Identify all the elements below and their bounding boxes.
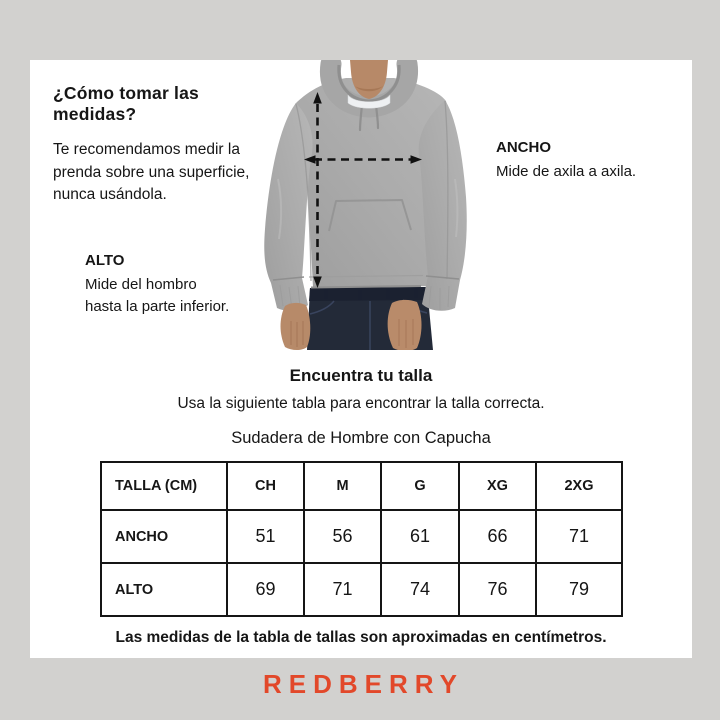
table-row-alto [101,563,622,616]
size-table-title: Sudadera de Hombre con Capucha [231,429,491,447]
alto-label: ALTO [85,252,125,269]
instructions-line: prenda sobre una superficie, [53,163,250,181]
hoodie-model-photo [248,60,498,350]
col-header-m: M [304,462,381,510]
col-header-ch: CH [227,462,304,510]
ancho-label: ANCHO [496,139,551,156]
find-size-section [30,366,692,413]
size-cell: 51 [227,510,304,563]
col-header-g: G [381,462,459,510]
size-cell: 56 [304,510,381,563]
alto-description [85,274,275,318]
col-header-xg: XG [459,462,536,510]
row-label-alto: ALTO [101,563,227,616]
instructions-body [53,139,283,207]
size-cell: 69 [227,563,304,616]
ancho-callout [496,139,686,183]
size-cell: 79 [536,563,622,616]
alto-description-line: Mide del hombro [85,276,197,293]
size-cell: 76 [459,563,536,616]
measurements-note: Las medidas de la tabla de tallas son aproximadas en centímetros. [115,629,607,646]
size-cell: 66 [459,510,536,563]
size-table [100,461,623,617]
col-header-2xg: 2XG [536,462,622,510]
ancho-description: Mide de axila a axila. [496,163,637,180]
instructions-line: Te recomendamos medir la [53,141,240,158]
instructions-title: ¿Cómo tomar las medidas? [53,83,199,124]
find-size-heading: Encuentra tu talla [289,366,433,385]
size-cell: 74 [381,563,459,616]
size-cell: 61 [381,510,459,563]
table-row-ancho [101,510,622,563]
size-cell: 71 [536,510,622,563]
size-cell: 71 [304,563,381,616]
measure-instructions [53,83,283,207]
size-table-header-row [101,462,622,510]
brand-logo: REDBERRY [263,669,464,699]
alto-callout [85,252,275,318]
hoodie-graphic [264,64,467,311]
instructions-line: nunca usándola. [53,186,167,203]
alto-description-line: hasta la parte inferior. [85,298,230,315]
row-label-ancho: ANCHO [101,510,227,563]
col-header-talla: TALLA (CM) [101,462,227,510]
find-size-subheading: Usa la siguiente tabla para encontrar la talla correcta. [177,395,545,412]
